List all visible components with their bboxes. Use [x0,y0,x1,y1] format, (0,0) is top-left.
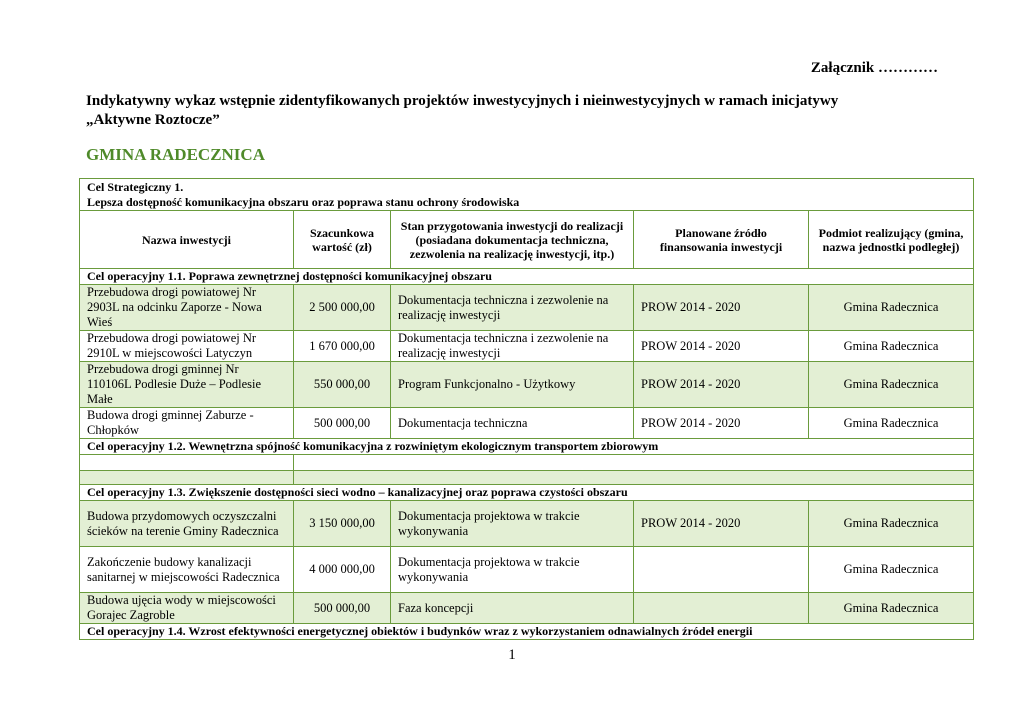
investment-name: Przebudowa drogi gminnej Nr 110106L Podlesie Duże – Podlesie Małe [80,362,294,408]
empty-cell [294,455,974,471]
investment-entity: Gmina Radecznica [809,501,974,547]
investment-entity: Gmina Radecznica [809,285,974,331]
investment-source: PROW 2014 - 2020 [634,408,809,439]
investment-source: PROW 2014 - 2020 [634,362,809,408]
table-header-row [80,211,974,269]
page-number: 1 [508,647,516,663]
header-source: Planowane źródło finansowania inwestycji [634,211,809,269]
investment-value: 550 000,00 [294,362,391,408]
title-line-2: „Aktywne Roztocze” [86,112,220,128]
investment-name: Przebudowa drogi powiatowej Nr 2910L w miejscowości Latyczyn [80,331,294,362]
investment-status: Dokumentacja techniczna i zezwolenie na realizację inwestycji [391,331,634,362]
table-row [80,547,974,593]
investment-value: 3 150 000,00 [294,501,391,547]
op-goal-1-2: Cel operacyjny 1.2. Wewnętrzna spójność komunikacyjna z rozwiniętym ekologicznym transportem zbiorowym [80,439,974,455]
investment-value: 2 500 000,00 [294,285,391,331]
empty-cell [294,471,974,485]
investment-name: Budowa ujęcia wody w miejscowości Gorajec Zagroble [80,593,294,624]
investment-value: 1 670 000,00 [294,331,391,362]
table-row [80,501,974,547]
strategic-goal-description: Lepsza dostępność komunikacyjna obszaru oraz poprawa stanu ochrony środowiska [87,194,520,209]
strategic-goal-row [80,179,974,211]
investment-source: PROW 2014 - 2020 [634,285,809,331]
op-goal-row [80,624,974,640]
investment-entity: Gmina Radecznica [809,408,974,439]
investment-source: PROW 2014 - 2020 [634,331,809,362]
investment-status: Program Funkcjonalno - Użytkowy [391,362,634,408]
investment-status: Dokumentacja techniczna [391,408,634,439]
investment-value: 500 000,00 [294,593,391,624]
attachment-label: Załącznik ………… [810,60,938,76]
op-goal-1-4: Cel operacyjny 1.4. Wzrost efektywności energetycznej obiektów i budynków wraz z wykorzystaniem odnawialnych źródeł energii [80,624,974,640]
header-status: Stan przygotowania inwestycji do realizacji (posiadana dokumentacja techniczna, zezwolenia na realizację inwestycji, itp.) [391,211,634,269]
investment-name: Przebudowa drogi powiatowej Nr 2903L na odcinku Zaporze - Nowa Wieś [80,285,294,331]
table-row [80,362,974,408]
op-goal-1-3: Cel operacyjny 1.3. Zwiększenie dostępności sieci wodno – kanalizacyjnej oraz poprawa czystości obszaru [80,485,974,501]
investment-source [634,547,809,593]
investment-status: Faza koncepcji [391,593,634,624]
strategic-goal-cell [80,179,974,211]
table-row [80,593,974,624]
header-name: Nazwa inwestycji [80,211,294,269]
investment-source: PROW 2014 - 2020 [634,501,809,547]
empty-cell [80,455,294,471]
investment-entity: Gmina Radecznica [809,362,974,408]
op-goal-1-1: Cel operacyjny 1.1. Poprawa zewnętrznej dostępności komunikacyjnej obszaru [80,269,974,285]
table-row [80,331,974,362]
op-goal-row [80,439,974,455]
investment-entity: Gmina Radecznica [809,593,974,624]
investment-status: Dokumentacja techniczna i zezwolenie na realizację inwestycji [391,285,634,331]
op-goal-row [80,269,974,285]
investment-name: Budowa przydomowych oczyszczalni ścieków na terenie Gminy Radecznica [80,501,294,547]
investment-value: 500 000,00 [294,408,391,439]
empty-row [80,471,974,485]
investment-entity: Gmina Radecznica [809,331,974,362]
investment-source [634,593,809,624]
investment-table [79,178,974,640]
document-title [86,92,946,130]
investment-name: Budowa drogi gminnej Zaburze - Chłopków [80,408,294,439]
empty-cell [80,471,294,485]
municipality-heading: GMINA RADECZNICA [86,145,265,164]
empty-row [80,455,974,471]
header-entity: Podmiot realizujący (gmina, nazwa jednostki podległej) [809,211,974,269]
investment-status: Dokumentacja projektowa w trakcie wykonywania [391,501,634,547]
header-value: Szacunkowa wartość (zł) [294,211,391,269]
table-row [80,408,974,439]
table-row [80,285,974,331]
investment-value: 4 000 000,00 [294,547,391,593]
investment-entity: Gmina Radecznica [809,547,974,593]
investment-name: Zakończenie budowy kanalizacji sanitarnej w miejscowości Radecznica [80,547,294,593]
strategic-goal-label: Cel Strategiczny 1. [87,179,184,194]
op-goal-row [80,485,974,501]
investment-status: Dokumentacja projektowa w trakcie wykonywania [391,547,634,593]
title-line-1: Indykatywny wykaz wstępnie zidentyfikowanych projektów inwestycyjnych i nieinwestycyjnych w ramach inicjatywy [86,93,839,109]
